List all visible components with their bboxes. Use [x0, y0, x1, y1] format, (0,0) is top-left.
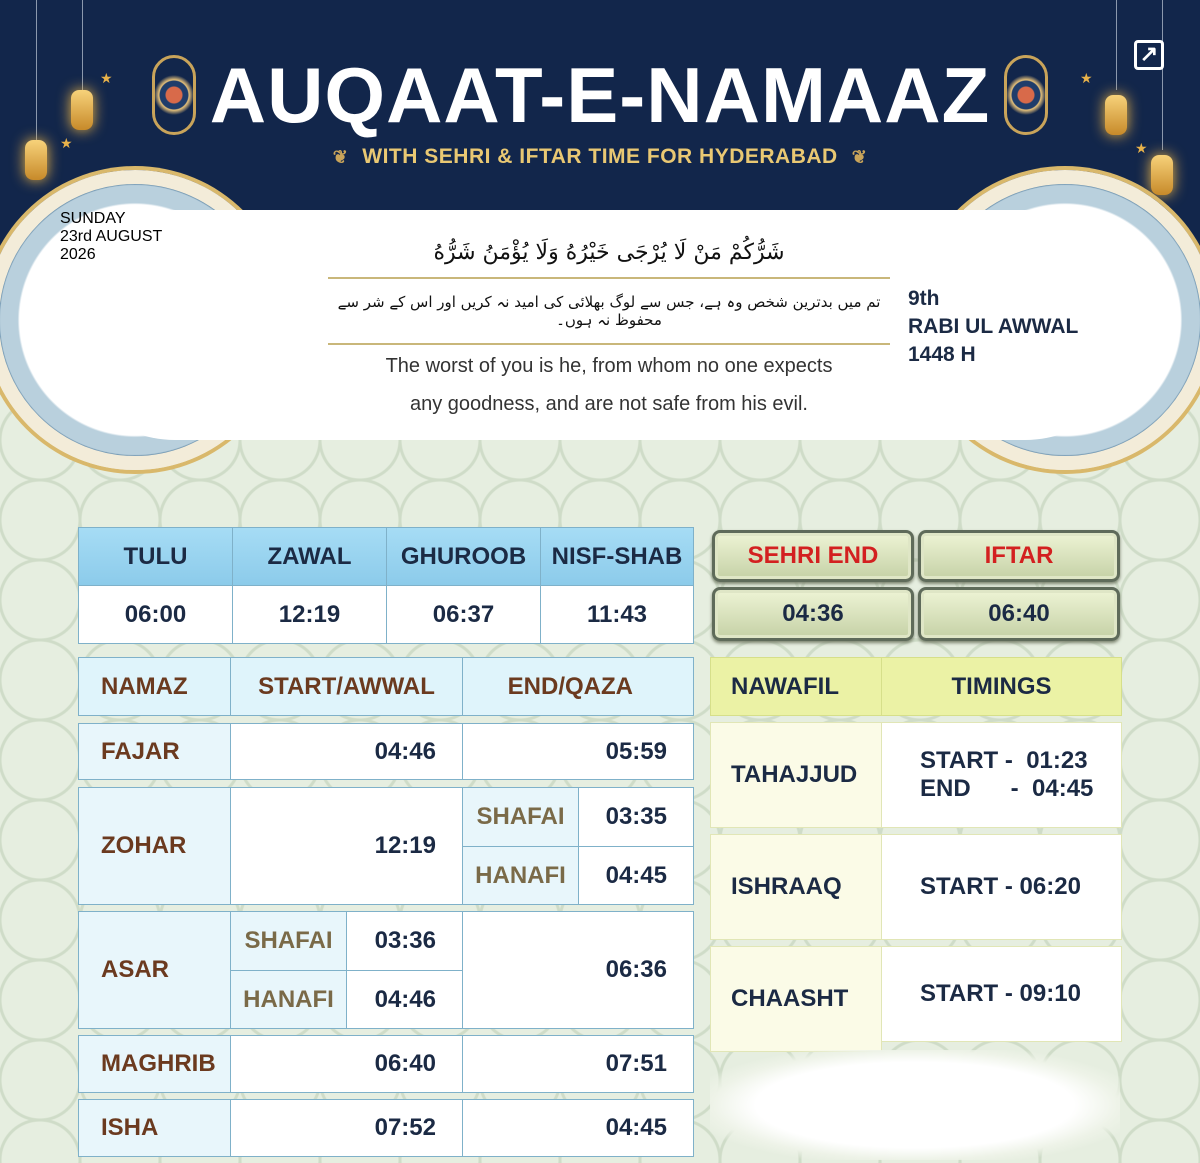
star-icon: ★: [1135, 140, 1148, 156]
value-ghuroob: 06:37: [386, 585, 541, 644]
divider: [328, 277, 890, 279]
fajar-end: 05:59: [462, 723, 694, 780]
zohar-start: 12:19: [230, 787, 463, 905]
header-nisf-shab: NISF-SHAB: [540, 527, 694, 586]
brand-logo-icon: ↗: [1134, 40, 1164, 70]
chaasht-name: CHAASHT: [710, 946, 882, 1052]
isha-end: 04:45: [462, 1099, 694, 1157]
ishraaq-name: ISHRAAQ: [710, 834, 882, 940]
asar-end: 06:36: [462, 911, 694, 1029]
hijri-month: RABI UL AWWAL: [908, 315, 1079, 338]
flourish-icon: ❦: [332, 147, 349, 167]
header-nawafil: NAWAFIL: [710, 657, 882, 716]
zohar-shafai-label: SHAFAI: [462, 787, 579, 847]
value-zawal: 12:19: [232, 585, 387, 644]
quote-english-line1: The worst of you is he, from whom no one expects: [385, 355, 833, 377]
sehri-end-label: SEHRI END: [712, 530, 914, 582]
header-timings: TIMINGS: [881, 657, 1122, 716]
asar-name: ASAR: [78, 911, 231, 1029]
hadith-quote: [328, 232, 890, 422]
zohar-hanafi-label: HANAFI: [462, 846, 579, 905]
chaasht-timings: [881, 946, 1122, 1042]
asar-hanafi-start: 04:46: [346, 970, 463, 1029]
maghrib-start: 06:40: [230, 1035, 463, 1093]
quote-english-line2: any goodness, and are not safe from his evil.: [409, 393, 808, 415]
fajar-start: 04:46: [230, 723, 463, 780]
divider: [328, 343, 890, 345]
value-nisf-shab: 11:43: [540, 585, 694, 644]
header-tulu: TULU: [78, 527, 233, 586]
header-namaz: NAMAZ: [78, 657, 231, 716]
value-tulu: 06:00: [78, 585, 233, 644]
subtitle-text: WITH SEHRI & IFTAR TIME FOR HYDERABAD: [362, 145, 838, 168]
page-title: AUQAAT-E-NAMAAZ: [209, 51, 991, 139]
date-day: SUNDAY: [60, 210, 126, 227]
asar-hanafi-label: HANAFI: [230, 970, 347, 1029]
fajar-name: FAJAR: [78, 723, 231, 780]
isha-name: ISHA: [78, 1099, 231, 1157]
tahajjud-timings: [881, 722, 1122, 828]
header-zawal: ZAWAL: [232, 527, 387, 586]
sehri-end-time: 04:36: [712, 587, 914, 641]
page-subtitle: [0, 145, 1200, 169]
ishraaq-timings: [881, 834, 1122, 940]
isha-start: 07:52: [230, 1099, 463, 1157]
tahajjud-end: END - 04:45: [920, 775, 1094, 802]
header-start-awwal: START/AWWAL: [230, 657, 463, 716]
tahajjud-name: TAHAJJUD: [710, 722, 882, 828]
quote-arabic: شَرُّكُمْ مَنْ لَا يُرْجَى خَيْرُهُ وَلَا يُؤْمَنُ شَرُّهُ: [433, 240, 785, 265]
date-year: 2026: [60, 246, 96, 263]
iftar-label: IFTAR: [918, 530, 1120, 582]
header-ghuroob: GHUROOB: [386, 527, 541, 586]
tahajjud-start: START - 01:23: [920, 747, 1088, 774]
hijri-year: 1448 H: [908, 343, 976, 366]
star-icon: ★: [100, 70, 113, 86]
maghrib-name: MAGHRIB: [78, 1035, 231, 1093]
flourish-icon: ❦: [851, 147, 868, 167]
zohar-hanafi-end: 04:45: [578, 846, 694, 905]
hijri-day: 9th: [908, 287, 940, 310]
zohar-name: ZOHAR: [78, 787, 231, 905]
header-end-qaza: END/QAZA: [462, 657, 694, 716]
chaasht-start: START - 09:10: [920, 980, 1081, 1007]
star-icon: ★: [60, 135, 73, 151]
star-icon: ★: [1080, 70, 1093, 86]
ishraaq-start: START - 06:20: [920, 873, 1081, 900]
hijri-date: [908, 285, 1108, 369]
iftar-time: 06:40: [918, 587, 1120, 641]
maghrib-end: 07:51: [462, 1035, 694, 1093]
quote-urdu: تم میں بدترین شخص وہ ہے، جس سے لوگ بھلائی کی امید نہ کریں اور اس کے شر سے محفوظ نہ ہوں۔: [337, 293, 881, 329]
asar-shafai-start: 03:36: [346, 911, 463, 971]
date-date: 23rd AUGUST: [60, 228, 163, 245]
zohar-shafai-end: 03:35: [578, 787, 694, 847]
asar-shafai-label: SHAFAI: [230, 911, 347, 971]
erased-area: [710, 1050, 1120, 1160]
